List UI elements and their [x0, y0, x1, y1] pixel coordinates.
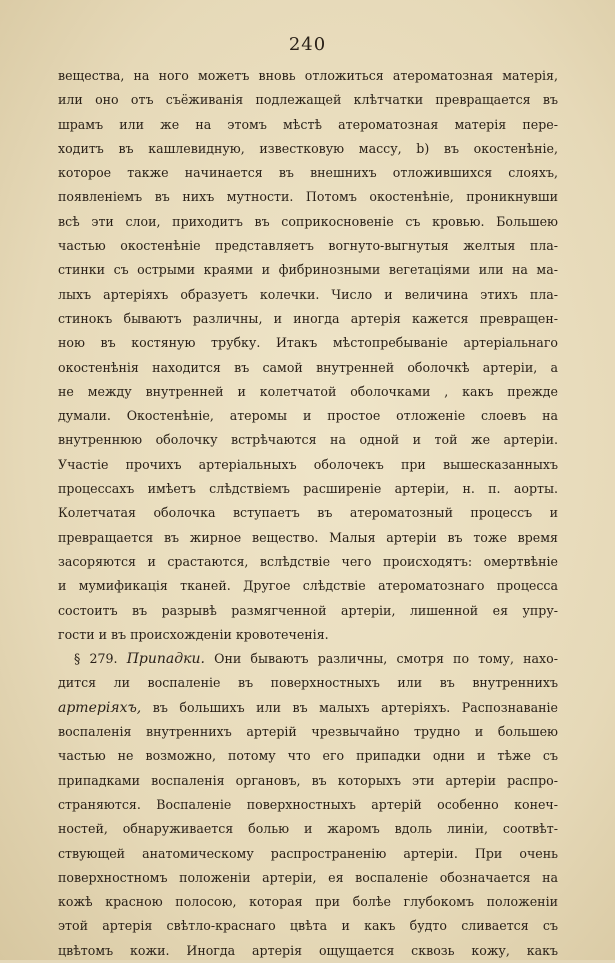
text-line: частью не возможно, потому что его припадки одни и тѣже съ	[58, 748, 558, 764]
text-line: припадками воспаленія органовъ, въ которыхъ эти артеріи распро-	[58, 772, 558, 788]
text-line: кожѣ красною полосою, которая при болѣе глубокомъ положеніи	[58, 894, 558, 910]
text-line: стинокъ бываютъ различны, и иногда артерія кажется превращен-	[58, 310, 558, 326]
text-line: ностей, обнаруживается болью и жаромъ вдоль линіи, соотвѣт-	[58, 821, 558, 837]
text-line: не между внутренней и колетчатой оболочками , какъ прежде	[58, 383, 558, 399]
text-line: лыхъ артеріяхъ образуетъ колечки. Число и величина этихъ пла-	[58, 286, 558, 302]
section-heading-line	[58, 647, 558, 671]
italic-term: артеріяхъ,	[58, 699, 142, 716]
text-line: страняются. Воспаленіе поверхностныхъ артерій особенно конеч-	[58, 796, 558, 812]
text-line: внутреннюю оболочку встрѣчаются на одной и той же артеріи.	[58, 432, 558, 448]
text-line: вещества, на ного можетъ вновь отложиться атероматозная матерія,	[58, 68, 558, 83]
text-line: шрамъ или же на этомъ мѣстѣ атероматозная матерія пере-	[58, 116, 558, 132]
section-text: въ большихъ или въ малыхъ артеріяхъ. Распознаваніе	[152, 699, 558, 715]
text-line: или оно отъ съёживанія подлежащей клѣтчатки превращается въ	[58, 92, 558, 108]
text-line: дится ли воспаленіе въ поверхностныхъ или въ внутреннихъ	[58, 675, 558, 691]
section-text: Они бываютъ различны, смотря по тому, нахо-	[214, 651, 558, 667]
text-line: Участіе прочихъ артеріальныхъ оболочекъ при вышесказанныхъ	[58, 456, 558, 472]
body-text	[58, 64, 558, 963]
text-line: всѣ эти слои, приходитъ въ соприкосновеніе съ кровью. Большею	[58, 213, 558, 229]
text-line: стинки съ острыми краями и фибринозными вегетаціями или на ма-	[58, 262, 558, 278]
section-heading: Припадки.	[126, 651, 205, 668]
text-line: ходитъ въ кашлевидную, известковую массу, b) въ окостенѣніе,	[58, 140, 558, 156]
text-line: которое также начинается въ внешнихъ отложившихся слояхъ,	[58, 165, 558, 181]
text-line: думали. Окостенѣніе, атеромы и простое отложеніе слоевъ на	[58, 408, 558, 424]
text-line: ною въ костяную трубку. Итакъ мѣстопребываніе артеріальнаго	[58, 335, 558, 351]
text-line: гости и въ происхожденіи кровотеченія.	[58, 626, 329, 642]
text-line: и мумификація тканей. Другое слѣдствіе атероматознаго процесса	[58, 578, 558, 594]
text-line: процессахъ имѣетъ слѣдствіемъ расширеніе артеріи, н. п. аорты.	[58, 481, 558, 497]
text-line: воспаленія внутреннихъ артерій чрезвычайно трудно и большею	[58, 724, 558, 740]
text-line: окостенѣнія находится въ самой внутренней оболочкѣ артеріи, а	[58, 359, 558, 375]
text-line	[58, 696, 558, 720]
text-line: цвѣтомъ кожи. Иногда артерія ощущается сквозь кожу, какъ	[58, 942, 558, 958]
text-line: поверхностномъ положеніи артеріи, ея воспаленіе обозначается на	[58, 869, 558, 885]
text-line: превращается въ жирное вещество. Малыя артеріи въ тоже время	[58, 529, 558, 545]
text-line: этой артерія свѣтло-краснаго цвѣта и какъ будто сливается съ	[58, 918, 558, 934]
section-number: § 279.	[74, 651, 118, 667]
page-number: 240	[288, 34, 327, 55]
text-line: частью окостенѣніе представляетъ вогнуто-выгнутыя желтыя пла-	[58, 238, 558, 254]
text-line: Колетчатая оболочка вступаетъ въ атероматозный процессъ и	[58, 505, 558, 521]
text-line: засоряются и срастаются, вслѣдствіе чего происходятъ: омертвѣніе	[58, 553, 558, 569]
text-line: появленіемъ въ нихъ мутности. Потомъ окостенѣніе, проникнувши	[58, 189, 558, 205]
text-line: ствующей анатомическому распространенію артеріи. При очень	[58, 845, 558, 861]
text-line: состоитъ въ разрывѣ размягченной артеріи, лишенной ея упру-	[58, 602, 558, 618]
